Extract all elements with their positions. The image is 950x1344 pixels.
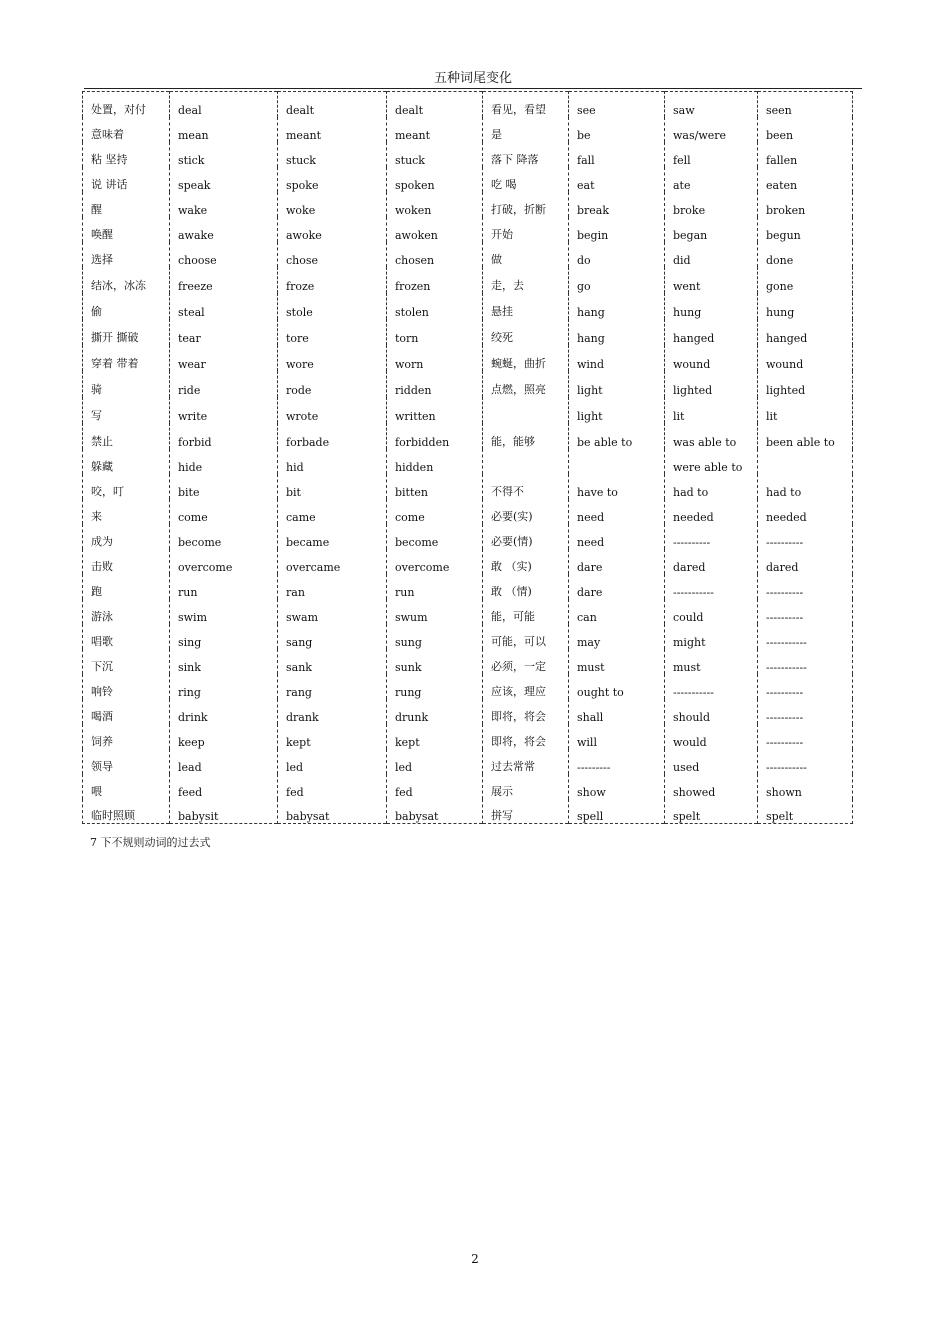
cell-past-b: used (665, 749, 758, 774)
cell-base-b: do (569, 242, 665, 267)
table-row (83, 649, 853, 674)
cell-past-b: hanged (665, 319, 758, 345)
cell-base-b: need (569, 499, 665, 524)
cell-meaning-b: 必要(情) (483, 524, 569, 549)
table-row (83, 574, 853, 599)
cell-meaning-b: 蜿蜒，曲折 (483, 345, 569, 371)
cell-past-a: stuck (278, 142, 387, 167)
cell-base-b: wind (569, 345, 665, 371)
cell-participle-b: been able to (758, 423, 853, 449)
cell-past-b: ----------- (665, 674, 758, 699)
cell-meaning-a: 唤醒 (91, 227, 113, 241)
cell-base-b: be (569, 117, 665, 142)
cell-participle-a: awoken (387, 217, 483, 242)
table-row (83, 474, 853, 499)
page-title: 五种词尾变化 (433, 71, 512, 86)
cell-past-b: lit (665, 397, 758, 423)
table-row (83, 549, 853, 574)
cell-meaning-a: 醒 (91, 202, 102, 216)
cell-meaning-a: 饲养 (91, 734, 113, 748)
cell-base-a: ride (170, 371, 278, 397)
table-row (83, 117, 853, 142)
cell-base-a: forbid (170, 423, 278, 449)
cell-past-a: chose (278, 242, 387, 267)
cell-base-a: come (170, 499, 278, 524)
cell-past-a: spoke (278, 167, 387, 192)
page-header (84, 70, 862, 89)
cell-past-b: hung (665, 293, 758, 319)
cell-past-b: was/were (665, 117, 758, 142)
cell-participle-b: hung (758, 293, 853, 319)
cell-participle-b: shown (758, 774, 853, 799)
footnote: 7 下不规则动词的过去式 (90, 836, 211, 849)
cell-participle-b: had to (758, 474, 853, 499)
cell-meaning-a: 领导 (91, 759, 113, 773)
cell-past-a: wore (278, 345, 387, 371)
cell-meaning-a: 躲藏 (91, 459, 113, 473)
cell-participle-b: broken (758, 192, 853, 217)
cell-past-a: froze (278, 267, 387, 293)
table-row (83, 699, 853, 724)
cell-base-b: --------- (569, 749, 665, 774)
cell-base-a: write (170, 397, 278, 423)
cell-meaning-b: 应该，理应 (483, 674, 569, 699)
cell-meaning-a: 写 (91, 408, 102, 422)
cell-meaning-a: 咬，叮 (91, 484, 124, 498)
cell-participle-a: bitten (387, 474, 483, 499)
cell-meaning-b: 能，可能 (483, 599, 569, 624)
cell-participle-b: ---------- (758, 574, 853, 599)
cell-base-a: tear (170, 319, 278, 345)
cell-base-b: break (569, 192, 665, 217)
cell-base-a: choose (170, 242, 278, 267)
cell-participle-a: babysat (387, 799, 483, 824)
cell-meaning-b: 敢 （实) (483, 549, 569, 574)
table-row (83, 267, 853, 293)
cell-participle-b: seen (758, 92, 853, 117)
cell-meaning-b: 过去常常 (483, 749, 569, 774)
cell-base-b: show (569, 774, 665, 799)
cell-participle-a: fed (387, 774, 483, 799)
cell-past-a: came (278, 499, 387, 524)
cell-participle-a: stuck (387, 142, 483, 167)
cell-past-b: showed (665, 774, 758, 799)
cell-meaning-a: 游泳 (91, 609, 113, 623)
cell-meaning-b: 吃 喝 (483, 167, 569, 192)
cell-base-b: be able to (569, 423, 665, 449)
cell-past-a: tore (278, 319, 387, 345)
cell-past-b: must (665, 649, 758, 674)
cell-base-a: freeze (170, 267, 278, 293)
cell-meaning-b: 拼写 (483, 799, 569, 824)
cell-base-b: have to (569, 474, 665, 499)
cell-participle-b: begun (758, 217, 853, 242)
cell-participle-a: kept (387, 724, 483, 749)
cell-participle-b: fallen (758, 142, 853, 167)
cell-meaning-b: 不得不 (483, 474, 569, 499)
cell-base-b: can (569, 599, 665, 624)
cell-participle-b: eaten (758, 167, 853, 192)
cell-past-b: ----------- (665, 574, 758, 599)
table-row (83, 624, 853, 649)
cell-participle-b: been (758, 117, 853, 142)
cell-past-b: would (665, 724, 758, 749)
cell-base-a: bite (170, 474, 278, 499)
cell-past-b: broke (665, 192, 758, 217)
cell-participle-a: come (387, 499, 483, 524)
cell-participle-a: frozen (387, 267, 483, 293)
cell-past-b: had to (665, 474, 758, 499)
cell-past-b: went (665, 267, 758, 293)
cell-past-a: kept (278, 724, 387, 749)
cell-meaning-a: 唱歌 (91, 634, 113, 648)
cell-participle-b: dared (758, 549, 853, 574)
cell-participle-b: lighted (758, 371, 853, 397)
cell-participle-a: drunk (387, 699, 483, 724)
cell-meaning-a: 说 讲话 (91, 177, 128, 191)
cell-base-a: awake (170, 217, 278, 242)
cell-meaning-b: 打破，折断 (483, 192, 569, 217)
cell-participle-b: spelt (758, 799, 853, 824)
cell-past-a: ran (278, 574, 387, 599)
cell-past-a: hid (278, 449, 387, 474)
cell-past-b: might (665, 624, 758, 649)
cell-meaning-b: 展示 (483, 774, 569, 799)
cell-past-b: ate (665, 167, 758, 192)
cell-meaning-b: 落下 降落 (483, 142, 569, 167)
cell-past-b: spelt (665, 799, 758, 824)
cell-base-a: keep (170, 724, 278, 749)
cell-past-a: became (278, 524, 387, 549)
cell-base-a: overcome (170, 549, 278, 574)
cell-meaning-b: 悬挂 (483, 293, 569, 319)
cell-participle-a: overcome (387, 549, 483, 574)
cell-past-a: rang (278, 674, 387, 699)
cell-base-a: run (170, 574, 278, 599)
cell-base-a: drink (170, 699, 278, 724)
cell-meaning-a: 粘 坚持 (91, 152, 128, 166)
cell-participle-a: written (387, 397, 483, 423)
cell-base-b: shall (569, 699, 665, 724)
cell-participle-a: meant (387, 117, 483, 142)
cell-meaning-b: 敢 （情) (483, 574, 569, 599)
cell-base-b: go (569, 267, 665, 293)
cell-meaning-a: 跑 (91, 584, 102, 598)
cell-base-a: deal (170, 92, 278, 117)
table-row (83, 397, 853, 423)
cell-base-b: hang (569, 319, 665, 345)
cell-base-b: hang (569, 293, 665, 319)
table-row (83, 371, 853, 397)
cell-participle-a: hidden (387, 449, 483, 474)
cell-base-b: light (569, 397, 665, 423)
cell-participle-a: worn (387, 345, 483, 371)
cell-participle-a: stolen (387, 293, 483, 319)
cell-meaning-a: 下沉 (91, 659, 113, 673)
cell-participle-b: hanged (758, 319, 853, 345)
cell-past-b: could (665, 599, 758, 624)
table-row (83, 774, 853, 799)
table-row (83, 524, 853, 549)
cell-meaning-a: 成为 (91, 534, 113, 548)
cell-participle-b: ---------- (758, 599, 853, 624)
cell-past-a: meant (278, 117, 387, 142)
cell-meaning-a: 穿着 带着 (91, 356, 139, 370)
cell-meaning-a: 响铃 (91, 684, 113, 698)
cell-participle-a: ridden (387, 371, 483, 397)
cell-past-b: saw (665, 92, 758, 117)
cell-base-a: lead (170, 749, 278, 774)
cell-base-a: ring (170, 674, 278, 699)
cell-past-a: drank (278, 699, 387, 724)
cell-participle-a: run (387, 574, 483, 599)
cell-base-a: speak (170, 167, 278, 192)
cell-participle-b: gone (758, 267, 853, 293)
table-row (83, 192, 853, 217)
table-row (83, 345, 853, 371)
cell-past-a: babysat (278, 799, 387, 824)
cell-past-a: stole (278, 293, 387, 319)
table-row (83, 449, 853, 474)
cell-base-b: dare (569, 549, 665, 574)
cell-past-a: sang (278, 624, 387, 649)
cell-base-b: may (569, 624, 665, 649)
cell-participle-b: ---------- (758, 674, 853, 699)
cell-meaning-a: 来 (91, 509, 102, 523)
cell-participle-b (758, 449, 853, 474)
cell-past-a: wrote (278, 397, 387, 423)
cell-past-a: fed (278, 774, 387, 799)
cell-meaning-a: 喂 (91, 784, 102, 798)
cell-past-b: were able to (665, 449, 758, 474)
cell-participle-a: sung (387, 624, 483, 649)
cell-meaning-b: 走，去 (483, 267, 569, 293)
cell-base-b: ought to (569, 674, 665, 699)
cell-past-b: wound (665, 345, 758, 371)
cell-past-b: should (665, 699, 758, 724)
cell-meaning-a: 喝酒 (91, 709, 113, 723)
cell-base-a: mean (170, 117, 278, 142)
cell-past-b: did (665, 242, 758, 267)
table-row (83, 674, 853, 699)
cell-participle-a: dealt (387, 92, 483, 117)
cell-base-a: swim (170, 599, 278, 624)
cell-participle-a: swum (387, 599, 483, 624)
cell-meaning-b: 必须，一定 (483, 649, 569, 674)
cell-participle-a: rung (387, 674, 483, 699)
cell-base-a: sing (170, 624, 278, 649)
cell-base-a: hide (170, 449, 278, 474)
cell-base-a: steal (170, 293, 278, 319)
cell-meaning-a: 禁止 (91, 434, 113, 448)
cell-participle-a: led (387, 749, 483, 774)
cell-participle-b: ----------- (758, 649, 853, 674)
cell-past-b: ---------- (665, 524, 758, 549)
cell-meaning-b: 绞死 (483, 319, 569, 345)
cell-past-a: swam (278, 599, 387, 624)
cell-participle-b: needed (758, 499, 853, 524)
cell-base-b: light (569, 371, 665, 397)
cell-meaning-a: 骑 (91, 382, 102, 396)
cell-meaning-a: 偷 (91, 304, 102, 318)
cell-meaning-b: 可能，可以 (483, 624, 569, 649)
table-row (83, 217, 853, 242)
cell-meaning-b: 开始 (483, 217, 569, 242)
cell-participle-b: ---------- (758, 724, 853, 749)
table-row (83, 319, 853, 345)
cell-base-a: wear (170, 345, 278, 371)
cell-meaning-a: 选择 (91, 252, 113, 266)
cell-participle-a: woken (387, 192, 483, 217)
cell-past-a: rode (278, 371, 387, 397)
cell-past-a: dealt (278, 92, 387, 117)
table-row (83, 499, 853, 524)
cell-base-b: eat (569, 167, 665, 192)
cell-meaning-b: 即将，将会 (483, 724, 569, 749)
cell-participle-b: wound (758, 345, 853, 371)
verb-forms-table (82, 91, 853, 824)
table-row (83, 293, 853, 319)
cell-past-b: was able to (665, 423, 758, 449)
table-row (83, 242, 853, 267)
cell-participle-a: sunk (387, 649, 483, 674)
cell-past-a: sank (278, 649, 387, 674)
cell-past-a: bit (278, 474, 387, 499)
cell-base-b (569, 449, 665, 474)
cell-participle-b: ---------- (758, 699, 853, 724)
cell-base-b: see (569, 92, 665, 117)
cell-base-a: feed (170, 774, 278, 799)
cell-meaning-b: 做 (483, 242, 569, 267)
cell-meaning-b: 点燃，照亮 (483, 371, 569, 397)
cell-base-a: sink (170, 649, 278, 674)
cell-meaning-a: 处置，对付 (91, 102, 146, 116)
table-row (83, 749, 853, 774)
cell-past-a: forbade (278, 423, 387, 449)
table-row (83, 799, 853, 824)
cell-meaning-a: 结冰，冰冻 (91, 278, 146, 292)
cell-participle-a: forbidden (387, 423, 483, 449)
cell-meaning-a: 意味着 (91, 127, 124, 141)
cell-base-a: babysit (170, 799, 278, 824)
cell-past-a: overcame (278, 549, 387, 574)
cell-base-b: spell (569, 799, 665, 824)
cell-participle-b: lit (758, 397, 853, 423)
cell-meaning-b: 看见，看望 (483, 92, 569, 117)
cell-base-b: must (569, 649, 665, 674)
cell-participle-a: chosen (387, 242, 483, 267)
cell-base-b: fall (569, 142, 665, 167)
cell-meaning-b (483, 449, 569, 474)
cell-base-a: become (170, 524, 278, 549)
cell-past-b: needed (665, 499, 758, 524)
cell-participle-b: ---------- (758, 524, 853, 549)
cell-base-b: dare (569, 574, 665, 599)
cell-base-b: need (569, 524, 665, 549)
cell-past-b: lighted (665, 371, 758, 397)
cell-participle-a: torn (387, 319, 483, 345)
cell-participle-b: ----------- (758, 749, 853, 774)
cell-meaning-b: 能，能够 (483, 423, 569, 449)
cell-meaning-b (483, 397, 569, 423)
cell-participle-b: ----------- (758, 624, 853, 649)
cell-past-a: woke (278, 192, 387, 217)
table-row (83, 92, 853, 117)
cell-base-b: begin (569, 217, 665, 242)
cell-base-b: will (569, 724, 665, 749)
cell-meaning-a: 临时照顾 (91, 809, 135, 822)
table-row (83, 423, 853, 449)
cell-meaning-a: 击败 (91, 559, 113, 573)
cell-participle-b: done (758, 242, 853, 267)
page-number: 2 (471, 1252, 479, 1266)
table-row (83, 724, 853, 749)
cell-past-a: awoke (278, 217, 387, 242)
cell-past-b: fell (665, 142, 758, 167)
cell-participle-a: spoken (387, 167, 483, 192)
cell-base-a: stick (170, 142, 278, 167)
table-row (83, 142, 853, 167)
cell-base-a: wake (170, 192, 278, 217)
cell-participle-a: become (387, 524, 483, 549)
cell-meaning-a: 撕开 撕破 (91, 330, 139, 344)
cell-past-b: began (665, 217, 758, 242)
cell-meaning-b: 必要(实) (483, 499, 569, 524)
cell-past-b: dared (665, 549, 758, 574)
table-row (83, 167, 853, 192)
table-row (83, 599, 853, 624)
cell-past-a: led (278, 749, 387, 774)
cell-meaning-b: 即将，将会 (483, 699, 569, 724)
cell-meaning-b: 是 (483, 117, 569, 142)
